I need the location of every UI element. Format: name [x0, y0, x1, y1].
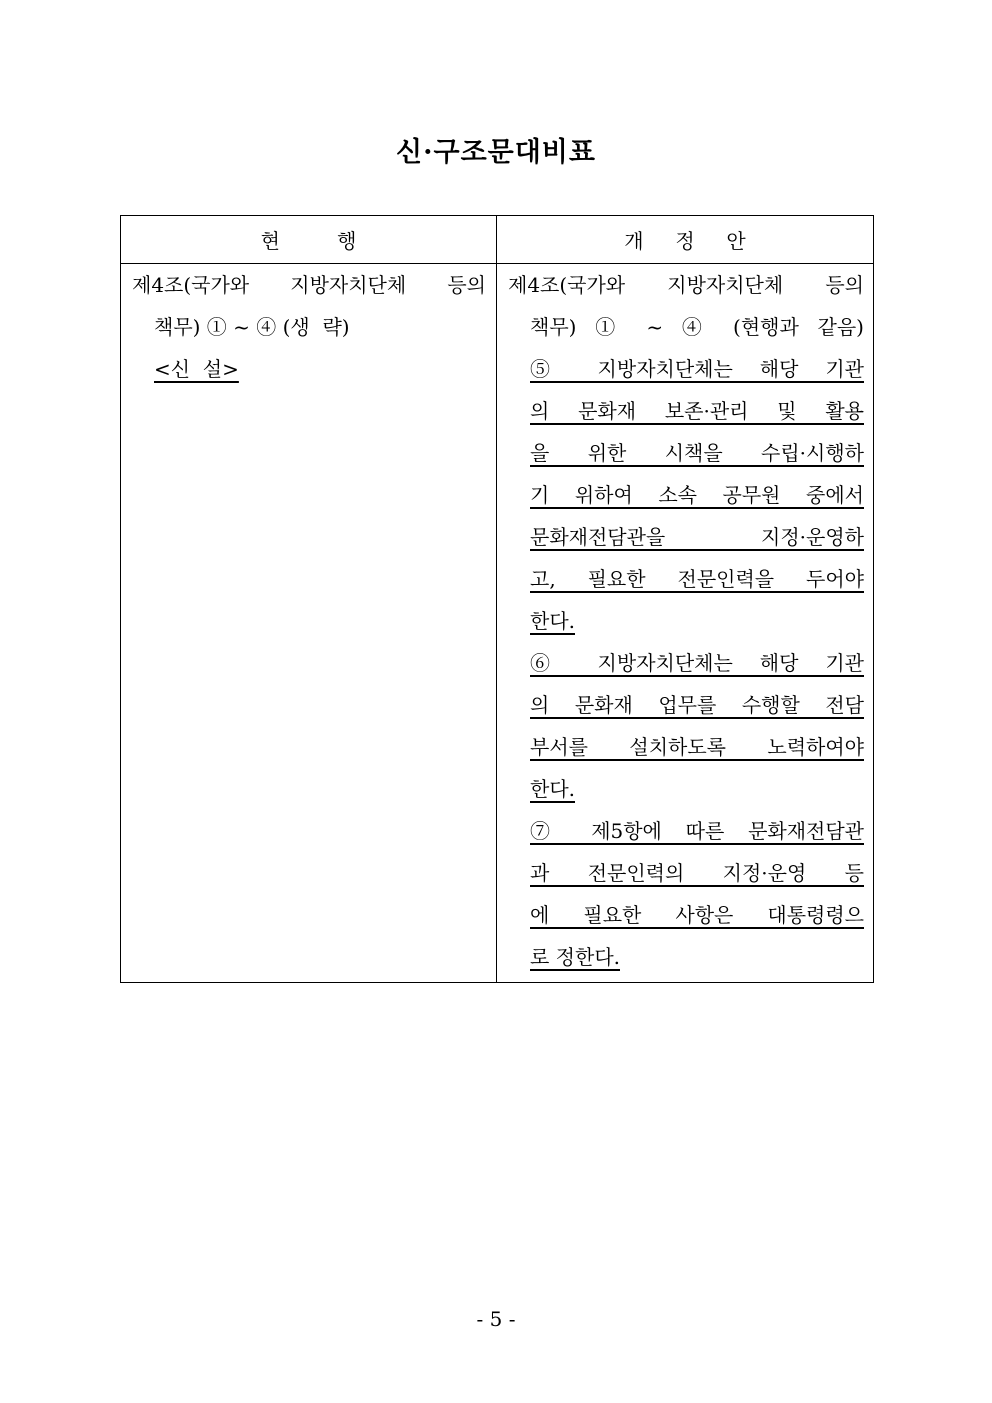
revised-line-new: ⑦ 제5항에 따른 문화재전담관 [530, 819, 864, 843]
header-revised [497, 216, 874, 264]
header-revised-label: 개 정 안 [624, 229, 746, 253]
revised-line-new: 의 문화재 업무를 수행할 전담 [530, 693, 864, 717]
current-column [121, 264, 497, 983]
table-body-row [121, 264, 874, 983]
revised-line-new: 에 필요한 사항은 대통령령으 [530, 903, 864, 927]
header-current [121, 216, 497, 264]
revised-line-new: 한다. [530, 777, 575, 801]
revised-line-new: 문화재전담관을 지정·운영하 [530, 525, 864, 549]
revised-line-new: 부서를 설치하도록 노력하여야 [530, 735, 864, 759]
revised-column [497, 264, 874, 983]
table-header-row [121, 216, 874, 264]
current-line-new: <신 설> [154, 357, 239, 381]
header-current-label: 현 행 [260, 229, 357, 253]
revised-line-new: 고, 필요한 전문인력을 두어야 [530, 567, 864, 591]
revised-line-new: 의 문화재 보존·관리 및 활용 [530, 399, 864, 423]
revised-line: 제4조(국가와 지방자치단체 등의 [508, 273, 864, 297]
comparison-table [120, 215, 874, 983]
revised-line-new: ⑤ 지방자치단체는 해당 기관 [530, 357, 864, 381]
current-line: 제4조(국가와 지방자치단체 등의 [132, 273, 486, 297]
revised-line-new: 을 위한 시책을 수립·시행하 [530, 441, 864, 465]
current-line: 책무) ① ~ ④ (생 략) [154, 315, 350, 339]
page-number: - 5 - [476, 1307, 516, 1331]
revised-line-new: 한다. [530, 609, 575, 633]
revised-line-new: 과 전문인력의 지정·운영 등 [530, 861, 864, 885]
revised-line-new: 기 위하여 소속 공무원 중에서 [530, 483, 864, 507]
page-title: 신·구조문대비표 [396, 137, 596, 168]
revised-line-new: 로 정한다. [530, 945, 620, 969]
revised-line: 책무) ① ~ ④ (현행과 같음) [530, 315, 864, 339]
revised-line-new: ⑥ 지방자치단체는 해당 기관 [530, 651, 864, 675]
